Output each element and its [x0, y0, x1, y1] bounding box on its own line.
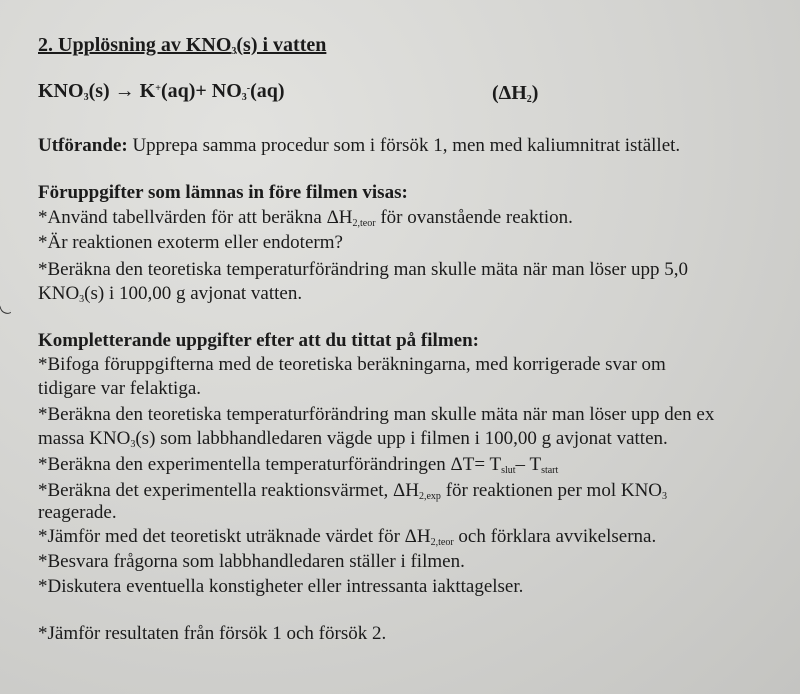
- enthalpy-label: $(\Delta H_2)$: [492, 82, 539, 105]
- reaction-arrow: →: [114, 80, 135, 102]
- post-task-item: *Beräkna det experimentella reaktionsvärmet, $\Delta H_{2,exp}$ för reaktionen per mol $KNO_3$: [38, 480, 668, 502]
- post-task-item: *Beräkna den experimentella temperaturförändringen $\Delta T= T_{slut}-$ $T_{start}$: [38, 454, 559, 476]
- pre-tasks-heading: Föruppgifter som lämnas in före filmen visas:: [38, 182, 408, 203]
- post-task-item: *Diskutera eventuella konstigheter eller intressanta iakttagelser.: [38, 576, 524, 597]
- post-task-item-continuation: tidigare var felaktiga.: [38, 378, 202, 399]
- pre-task-item-continuation: $KNO_3(s)$ i 100,00 g avjonat vatten.: [38, 283, 303, 305]
- pre-task-item: *Är reaktionen exoterm eller endoterm?: [38, 232, 343, 253]
- post-task-item: *Jämför med det teoretiskt uträknade värdet för $\Delta H_{2,teor}$ och förklara avvikelserna.: [38, 526, 657, 548]
- post-task-item: *Besvara frågorna som labbhandledaren ställer i filmen.: [38, 551, 465, 572]
- pre-task-item: *Beräkna den teoretiska temperaturförändring man skulle mäta när man löser upp 5,0: [38, 259, 688, 280]
- post-task-item: *Beräkna den teoretiska temperaturförändring man skulle mäta när man löser upp den ex: [38, 404, 715, 425]
- post-task-item-continuation: reagerade.: [38, 502, 117, 523]
- pen-mark: [0, 299, 11, 316]
- final-note: *Jämför resultaten från försök 1 och försök 2.: [38, 623, 387, 644]
- post-task-item-continuation: massa $KNO_3(s)$ som labbhandledaren vägde upp i filmen i 100,00 g avjonat vatten.: [38, 428, 668, 450]
- post-tasks-heading: Kompletterande uppgifter efter att du tittat på filmen:: [38, 330, 479, 351]
- post-task-item: *Bifoga föruppgifterna med de teoretiska beräkningarna, med korrigerade svar om: [38, 354, 666, 375]
- reaction-equation: $KNO_3(s) \to K^+(aq)+ NO_3^-(aq)$: [38, 80, 285, 103]
- section-title: 2. Upplösning av $KNO_3(s)$ i vatten: [38, 34, 327, 57]
- pre-task-item: *Använd tabellvärden för att beräkna $\Delta H_{2,teor}$ för ovanstående reaktion.: [38, 207, 573, 229]
- procedure-paragraph: Utförande: Upprepa samma procedur som i försök 1, men med kaliumnitrat istället.: [38, 135, 681, 156]
